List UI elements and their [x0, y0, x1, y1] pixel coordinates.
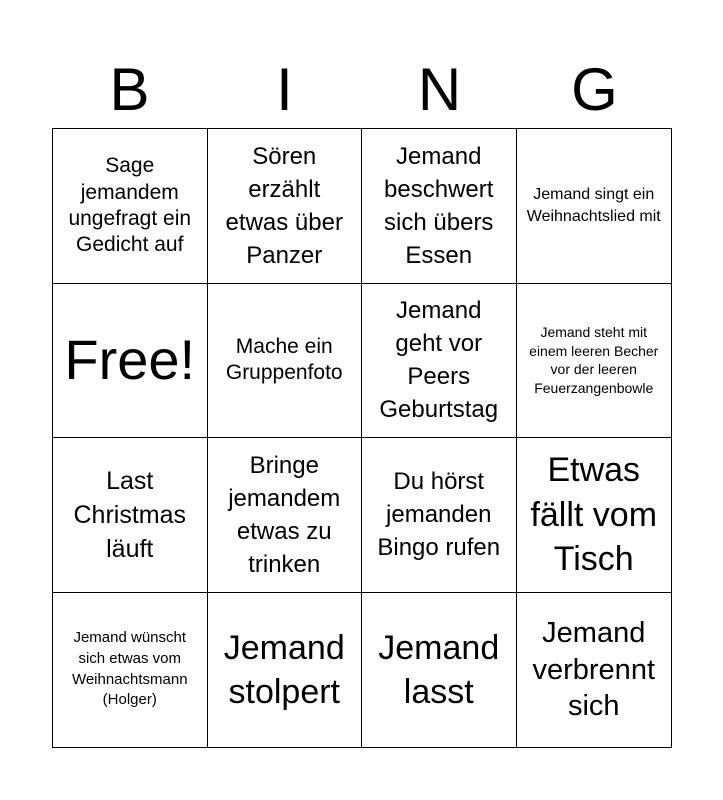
bingo-cell-r1c4[interactable] [517, 129, 672, 284]
header-letter-b: B [109, 56, 150, 123]
cell-text: Jemand lasst [378, 628, 500, 711]
bingo-cell-r3c1[interactable] [53, 438, 208, 593]
bingo-cell-r2c1-free[interactable] [53, 284, 208, 439]
bingo-cell-r1c3[interactable] [362, 129, 517, 284]
cell-text: Du hörst jemanden Bingo rufen [377, 468, 501, 562]
cell-text: Jemand beschwert sich übers Essen [384, 142, 494, 269]
cell-text: Jemand singt ein Weihnachtslied mit [526, 185, 661, 225]
header-letter-g: G [571, 56, 618, 123]
cell-text: Bringe jemandem etwas zu trinken [228, 451, 341, 578]
bingo-cell-r4c1[interactable] [53, 593, 208, 748]
cell-text: Jemand geht vor Peers Geburtstag [379, 297, 499, 424]
cell-text: Sage jemandem ungefragt ein Gedicht auf [68, 154, 192, 256]
bingo-cell-r2c4[interactable] [517, 284, 672, 439]
bingo-cell-r4c4[interactable] [517, 593, 672, 748]
header-letter-i: I [276, 56, 293, 123]
cell-text: Mache ein Gruppenfoto [225, 335, 343, 385]
header-letter-n: N [417, 56, 462, 123]
bingo-cell-r4c3[interactable] [362, 593, 517, 748]
bingo-cell-r2c2[interactable] [208, 284, 363, 439]
bingo-board [52, 128, 672, 748]
bingo-cell-r1c2[interactable] [208, 129, 363, 284]
cell-text: Jemand wünscht sich etwas vom Weihnachtsmann (Holger) [71, 629, 188, 709]
bingo-cell-r3c2[interactable] [208, 438, 363, 593]
bingo-cell-r3c4[interactable] [517, 438, 672, 593]
cell-text: Sören erzählt etwas über Panzer [225, 142, 343, 269]
cell-text: Jemand verbrennt sich [532, 617, 655, 722]
cell-text: Jemand stolpert [223, 628, 345, 711]
bingo-cell-r1c1[interactable] [53, 129, 208, 284]
bingo-cell-r3c3[interactable] [362, 438, 517, 593]
cell-text: Etwas fällt vom Tisch [530, 451, 658, 578]
bingo-cell-r4c2[interactable] [208, 593, 363, 748]
bingo-cell-r2c3[interactable] [362, 284, 517, 439]
bingo-header [52, 52, 672, 128]
cell-text: Last Christmas läuft [73, 466, 186, 563]
cell-text: Jemand steht mit einem leeren Becher vor der leeren Feuerzangenbowle [529, 324, 659, 396]
free-space-text: Free! [64, 328, 196, 392]
